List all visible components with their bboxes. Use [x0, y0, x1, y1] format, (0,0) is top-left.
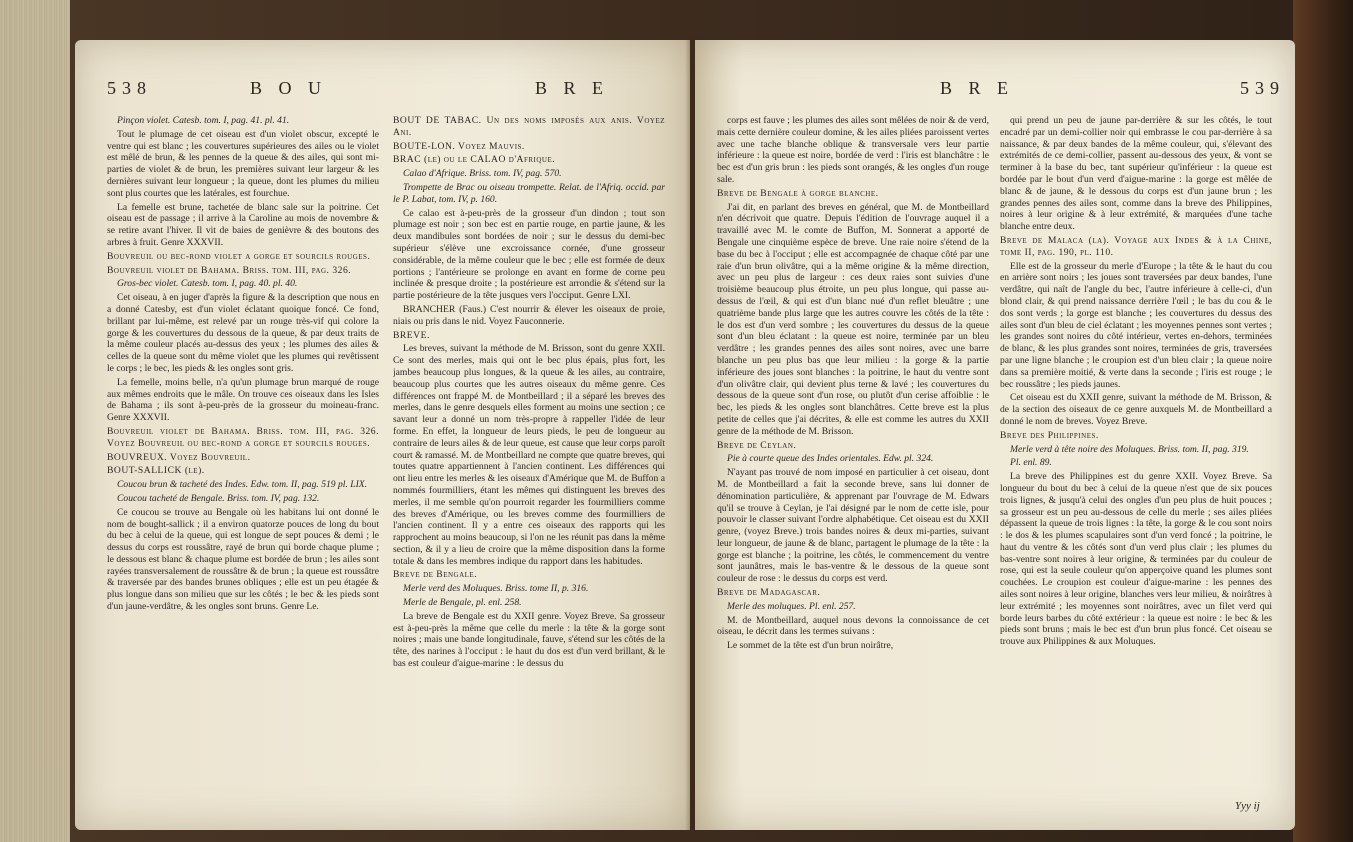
paragraph: BOUTE-LON. Voyez Mauvis.: [393, 140, 525, 152]
paragraph: Bouvreuil violet de Bahama. Briss. tom. III, pag. 326. Voyez Bouvreuil ou bec-rond a gorge et sourcils rouges.: [107, 425, 379, 449]
paragraph: BOUT DE TABAC. Un des noms imposés aux anis. Voyez Ani.: [393, 115, 665, 138]
paragraph: Breve de Madagascar.: [717, 587, 821, 599]
left-page: [75, 40, 690, 830]
paragraph: Cet oiseau, à en juger d'après la figure & la description que nous en a donné Catesby, est d'un violet éclatant quoique foncé. Ce fond, brillant par lui-même, est relevé par un rouge très-vif qui colore la gorge & les couvertures du dessous de la queue, & par deux traits de la même couleur placés au-dessus des yeux ; les plumes des ailes & celles de la queue sont du même violet que les plumes qui revêtissent le corps ; le bec, les pieds & les ongles sont gris.: [107, 292, 379, 374]
paragraph: BOUT-SALLICK (le).: [107, 465, 205, 477]
paragraph: Cet oiseau est du XXII genre, suivant la méthode de M. Brisson, & de la section des oiseaux de ce genre auxquels M. de Montbeillard a donné le nom de breves. Voyez Breve.: [1000, 392, 1272, 427]
paragraph: Bouvreuil violet de Bahama. Briss. tom. III, pag. 326.: [107, 264, 352, 276]
right-column-a: [717, 115, 989, 815]
paragraph: La breve des Philippines est du genre XXII. Voyez Breve. Sa longueur du bout du bec à celui de la queue n'est que de six pouces trois lignes, & jusqu'à celui des ongles d'un peu plus de huit pouces ; sa grosseur est un peu au-dessous de celle du merle ; ses ailes pliées dépassent la queue de trois lignes : la tête, la gorge & le cou sont noirs : le dos & les plumes scapulaires sont d'un verd foncé ; la poitrine, le haut du ventre & les côtés sont d'un verd plus clair ; les plumes du bas-ventre sont noires à leur origine, & terminées par du couleur de rose, qui est la seule couleur qu'on apperçoive quand les plumes sont couchées. Le croupion est couleur d'aigue-marine : les pennes des ailes sont noires à leur origine, blanches vers leur milieu, & noirâtres à leur extrémité ; les moyennes sont noirâtres, avec un filet verd qui borde leurs barbes du côté extérieur : la queue est noire : le bec & les pieds sont bruns ; mais le bec est d'un brun plus foncé. Cet oiseau se trouve aux Philippines & aux Moluques.: [1000, 471, 1272, 648]
page-edges-left: [0, 0, 70, 842]
paragraph: M. de Montbeillard, auquel nous devons la connoissance de cet oiseau, le décrit dans les termes suivans :: [717, 614, 989, 638]
paragraph: Merle des moluques. Pl. enl. 257.: [727, 600, 856, 612]
paragraph: Gros-bec violet. Catesb. tom. I, pag. 40. pl. 40.: [117, 278, 298, 290]
left-page-number: 538: [107, 78, 152, 98]
paragraph: Le sommet de la tête est d'un brun noirâtre,: [727, 640, 894, 652]
paragraph: Bouvreuil ou bec-rond violet a gorge et sourcils rouges.: [107, 250, 371, 262]
left-column-b: [393, 115, 665, 825]
paragraph: BRAC (le) ou le CALAO d'Afrique.: [393, 154, 556, 166]
paragraph: Breve de Ceylan.: [717, 439, 797, 451]
left-running-head-b: B R E: [535, 78, 610, 98]
paragraph: Les breves, suivant la méthode de M. Brisson, sont du genre XXII. Ce sont des merles, mais qui ont le bec plus épais, plus fort, les jambes beaucoup plus longues, & la queue & les ailes, au contraire, beaucoup plus courtes que les autres oiseaux du même genre. Ces différences ont frappé M. de Montbeillard ; il a séparé les breves des merles, dans le genre desquels elles forment au moins une section ; ce savant leur a donné un nom très-propre à rappeller l'idée de leur forme. En effet, la longueur de leurs pieds, le peu de longueur au contraire de leurs ailes & de leur queue, est cause que leur corps paroît court & ramassé. M. de Montbeillard ne compte que quatre breves, qui toutes quatre appartiennent à l'ancien continent. Les différences qui ont lieu entre les merles & les oiseaux d'Amérique que M. de Buffon a nommés fourmilliers, étant les mêmes qui distinguent les breves des merles, il me semble qu'on pourroit regarder les fourmilliers comme des breves d'Amérique, ou les breves comme des fourmilliers de l'ancien continent. Il y a entre ces oiseaux des rapports qui les rapprochent au moins beaucoup, si l'on ne les réunit pas dans la même section, & il y a lieu de croire que la même disposition dans la forme totale & dans les membres indique du rapport dans les habitudes.: [393, 343, 665, 567]
paragraph: Coucou tacheté de Bengale. Briss. tom. IV, pag. 132.: [117, 492, 320, 504]
paragraph: Breve de Bengale.: [393, 569, 478, 581]
right-page-number: 539: [1240, 78, 1285, 98]
paragraph: Breve de Bengale à gorge blanche.: [717, 187, 879, 199]
paragraph: BRANCHER (Faus.) C'est nourrir & élever les oiseaux de proie, niais ou pris dans le nid. Voyez Fauconnerie.: [393, 303, 665, 327]
right-running-head: B R E: [940, 78, 1015, 98]
paragraph: La femelle, moins belle, n'a qu'un plumage brun marqué de rouge aux mêmes endroits que le mâle. On trouve ces oiseaux dans les Isles de Bahama ; ils sont à-peu-près de la grosseur du moineau-franc. Genre XXXVII.: [107, 376, 379, 424]
paragraph: corps est fauve ; les plumes des ailes sont mêlées de noir & de verd, mais cette dernière couleur domine, & les ailes pliées paroissent vertes avec une tache blanche oblique & transversale vers leur partie inférieure : la queue est noire, bordée de verd : l'iris est blanchâtre : le bec est d'un gris brun : les pieds sont orangés, & les ongles d'un rouge sale.: [717, 115, 989, 185]
paragraph: Pie à courte queue des Indes orientales. Edw. pl. 324.: [727, 453, 934, 465]
left-column-a: [107, 115, 379, 825]
paragraph: BOUVREUX. Voyez Bouvreuil.: [107, 451, 251, 463]
paragraph: Tout le plumage de cet oiseau est d'un violet obscur, excepté le ventre qui est blanc ; les couvertures supérieures des ailes ou le violet est mêlé de brun, & les pennes de la queue & des ailes, qui sont mi-parties de violet & de brun, les premières suivant leur largeur & les dernières suivant leur longueur ; la queue, dont les plumes du milieu sont plus courtes que les latérales, est fourchue.: [107, 128, 379, 199]
paragraph: Elle est de la grosseur du merle d'Europe ; la tête & le haut du cou en arrière sont noirs ; les joues sont traversées par deux bandes, l'une verdâtre, qui naît de l'angle du bec, l'autre inférieure à celle-ci, d'un blond clair, & qui prend naissance derrière l'œil ; le bas du cou & le dos sont verds ; la gorge est blanche ; les couvertures du dessus des ailes sont d'un bleu de ciel éclatant ; les moyennes pennes sont vertes ; les grandes sont noires du côté intérieur, vertes en-dehors, terminées de blanc, & les plus grandes sont noires, terminées de gris, traversées par une ligne blanche ; le croupion est d'un bleu clair ; la queue noire dans sa première moitié, & verte dans la seconde ; l'iris est rouge ; le bec roussâtre ; les pieds jaunes.: [1000, 260, 1272, 390]
paragraph: Coucou brun & tacheté des Indes. Edw. tom. II, pag. 519 pl. LIX.: [117, 479, 368, 491]
left-running-head-a: B O U: [250, 78, 328, 98]
paragraph: Breve de Malaca (la). Voyage aux Indes & à la Chine, tome II, pag. 190, pl. 110.: [1000, 234, 1272, 258]
paragraph: Calao d'Afrique. Briss. tom. IV, pag. 570.: [403, 168, 562, 180]
paragraph: Merle verd des Moluques. Briss. tome II, p. 316.: [403, 583, 589, 595]
right-column-b: [1000, 115, 1272, 805]
paragraph: Trompette de Brac ou oiseau trompette. Relat. de l'Afriq. occid. par le P. Labat, tom. IV, p. 160.: [393, 181, 665, 205]
paragraph: Merle verd à tête noire des Moluques. Briss. tom. II, pag. 319.: [1010, 443, 1249, 455]
paragraph: Pl. enl. 89.: [1010, 457, 1052, 469]
paragraph: Ce calao est à-peu-près de la grosseur d'un dindon ; tout son plumage est noir ; son bec est en partie rouge, en partie jaune, & les deux mandibules sont bordées de noir ; sur le dessus du demi-bec supérieur s'élève une excroissance cornée, d'une grosseur considérable, de la même couleur que le bec ; elle est formée de deux portions ; l'antérieure se prolonge en avant en forme de corne peu inclinée & presque droite ; la postérieure est arrondie & s'étend sur la partie postérieure de la tête jusques vers l'occiput. Genre LXI.: [393, 207, 665, 302]
signature-mark: Yyy ij: [1235, 800, 1260, 812]
book-cover-right: [1293, 0, 1353, 842]
paragraph: BREVE.: [393, 329, 430, 341]
paragraph: Ce coucou se trouve au Bengale où les habitans lui ont donné le nom de bought-sallick ; il a environ quatorze pouces de long du bout du bec à celui de la queue, qui est longue de sept pouces & demi ; le dessus du corps est roussâtre, rayé de brun qui borde chaque plume ; le dessous est blanc & chaque plume est bordée de brun ; les ailes sont rayées transversalement de roussâtre & de brun ; la queue est roussâtre & traversée par des bandes brunes obliques ; elle est un peu étagée & plus longue dans son milieu que sur les côtés ; le bec & les pieds sont d'un jaune-verdâtre, & les ongles sont bruns. Genre Le.: [107, 506, 379, 613]
paragraph: Breve des Philippines.: [1000, 429, 1099, 441]
paragraph: La femelle est brune, tachetée de blanc sale sur la poitrine. Cet oiseau est de passage ; il arrive à la Caroline au mois de novembre & se retire avant l'hiver. Il vit de baies de genièvre & des boutons des arbres à fruit. Genre XXXVII.: [107, 201, 379, 248]
paragraph: Merle de Bengale, pl. enl. 258.: [403, 597, 522, 609]
right-page: [695, 40, 1295, 830]
paragraph: J'ai dit, en parlant des breves en général, que M. de Montbeillard n'en décrivoit que quatre. Depuis l'édition de l'ouvrage auquel il a travaillé avec M. le comte de Buffon, M. Sonnerat a apporté de Bengale une cinquième espèce de breve. Une raie noire s'étend de la base du bec à l'occiput ; elle est accompagnée de chaque côté par une raie d'un brun olivâtre, qui a la même origine & la même direction, avec un peu plus de largeur : ces deux raies sont suivies d'une troisième beaucoup plus étroite, un peu plus longue, qui passe au-dessus de l'œil, & qui est d'un blanc nué d'un reflet bleuâtre ; une quatrième bande plus large que les autres couvre les côtés de la tête : le dos est d'un verd sombre ; les couvertures du dessus de la queue sont d'un bleu éclatant : la queue est noire, terminée par un bleu verdâtre ; les grandes pennes des ailes sont noires, avec une barre blanche un peu plus bas que leur milieu : la gorge & la partie inférieure des joues sont blanches : la poitrine, le haut du ventre sont d'un olivâtre clair, qui devient plus terne & lavé ; les couvertures du dessous de la queue sont d'un rose, ou plutôt d'un cerise affoiblie : le bec, les pieds & les ongles sont blanchâtres. Cette breve est la plus petite de celles que j'ai décrites, & elle est comme les autres du XXII genre de la méthode de M. Brisson.: [717, 201, 989, 437]
paragraph: La breve de Bengale est du XXII genre. Voyez Breve. Sa grosseur est à-peu-près la même que celle du merle : la tête & la gorge sont noires ; mais une bande longitudinale, fauve, s'étend sur les côtés de la tête, des narines à l'occiput : le haut du dos est d'un verd brillant, & le bas est couleur d'aigue-marine : le dessus du: [393, 610, 665, 670]
paragraph: Pinçon violet. Catesb. tom. I, pag. 41. pl. 41.: [117, 115, 290, 126]
paragraph: N'ayant pas trouvé de nom imposé en particulier à cet oiseau, dont M. de Montbeillard a fait la seconde breve, sans lui donner de dénomination particulière, & apprenant par l'ouvrage de M. Edwars qu'il se trouve à Ceylan, je l'ai désigné par le nom de cette isle, pour pouvoir le classer suivant l'ordre alphabétique. Cet oiseau est du XXII genre, (voyez Breve.) trois bandes noires & deux mi-parties, suivant leur longueur, de jaune & de blanc, partagent le plumage de la tête : la gorge est blanche ; la poitrine, les côtés, le commencement du ventre sont jaunâtres, mais le bas-ventre & le dessous de la queue sont couleur de rose : le dessus du corps est verd.: [717, 467, 989, 585]
paragraph: qui prend un peu de jaune par-derrière & sur les côtés, le tout encadré par un demi-collier noir qui embrasse le cou par-derrière à sa naissance, & par deux bandes de la même couleur, qui, s'élevant des extrémités de ce demi-collier, passent au-dessous des yeux, & vont se terminer à la base du bec, tant supérieur qu'inférieur : la queue est bordée par le bout d'un verd d'aigue-marine : la gorge est mêlée de blanc & de jaune, & le dessous du corps est d'un jaune brun ; les grandes pennes des ailes sont, comme dans la breve des Philippines, noires à leur origine & à leur extrémité, & marquées d'une tache blanche entre deux.: [1000, 115, 1272, 233]
